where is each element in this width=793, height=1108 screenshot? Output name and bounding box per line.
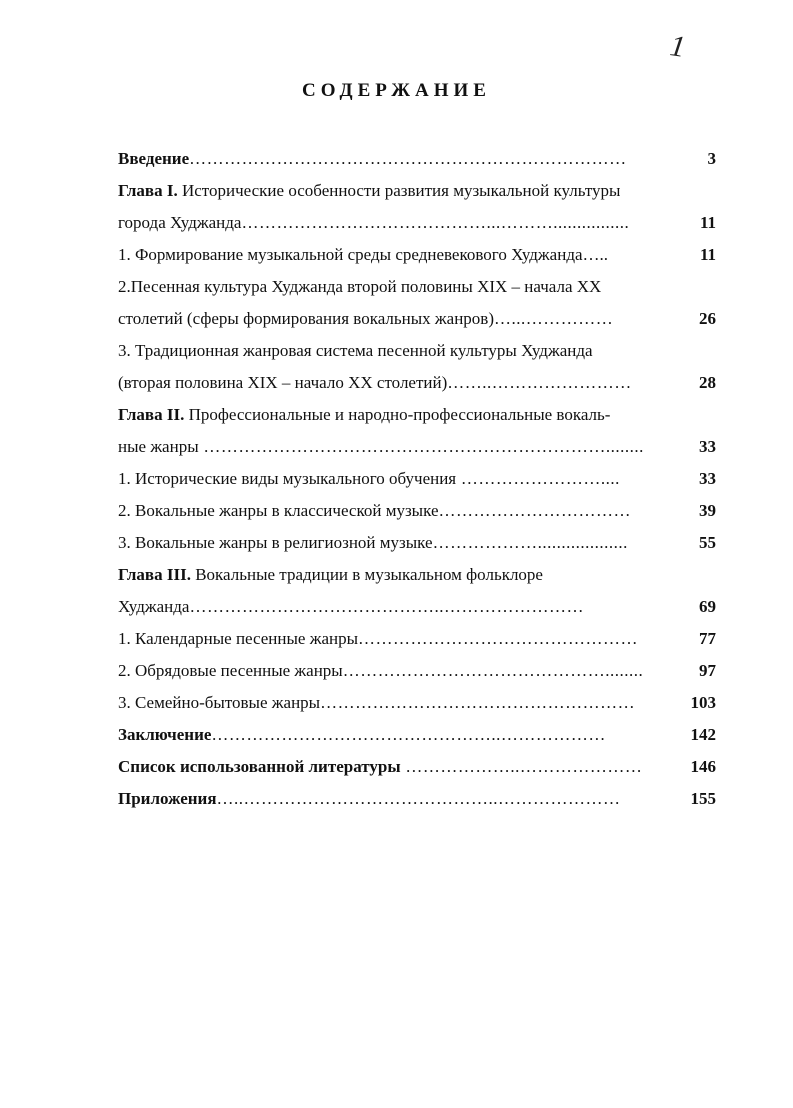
toc-page-number: 97 bbox=[699, 661, 716, 680]
toc-label: 2. Обрядовые песенные жанры bbox=[118, 661, 343, 680]
toc-entry-ch1-section-3[interactable] bbox=[118, 372, 728, 404]
toc-leader: …………………….... bbox=[456, 469, 620, 488]
toc-page-number: 39 bbox=[699, 501, 716, 520]
toc-entry-chapter-3[interactable] bbox=[118, 596, 728, 628]
toc-entry-chapter-1-title[interactable] bbox=[118, 180, 728, 212]
toc-label: Приложения bbox=[118, 789, 217, 808]
toc-leader: …………………………………………..……………… bbox=[211, 725, 606, 744]
toc-page-number: 155 bbox=[690, 789, 716, 808]
toc-entry-appendix[interactable] bbox=[118, 788, 728, 820]
chapter-title-cont: ные жанры bbox=[118, 437, 199, 456]
handwritten-page-number: 1 bbox=[667, 29, 688, 64]
toc-page-number: 69 bbox=[699, 597, 716, 616]
toc-leader: ………………………………………........ bbox=[342, 661, 644, 680]
toc-leader: …...…………… bbox=[494, 309, 614, 328]
toc-entry-chapter-3-title[interactable] bbox=[118, 564, 728, 596]
toc-label: 2.Песенная культура Худжанда второй половины XIX – начала XX bbox=[118, 277, 602, 296]
toc-page-number: 77 bbox=[699, 629, 716, 648]
toc-leader: ……………………………………..…………………… bbox=[189, 597, 584, 616]
toc-entry-ch1-section-2-title[interactable] bbox=[118, 276, 728, 308]
toc-entry-chapter-2-title[interactable] bbox=[118, 404, 728, 436]
toc-entry-ch2-section-1[interactable] bbox=[118, 468, 728, 500]
toc-entry-chapter-1[interactable] bbox=[118, 212, 728, 244]
chapter-title-cont: города Худжанда bbox=[118, 213, 242, 232]
chapter-title: Профессиональные и народно-профессиональные вокаль- bbox=[184, 405, 611, 424]
toc-label-cont: (вторая половина XIX – начало XX столетий) bbox=[118, 373, 448, 392]
toc-entry-chapter-2[interactable] bbox=[118, 436, 728, 468]
toc-entry-conclusion[interactable] bbox=[118, 724, 728, 756]
toc-label: Введение bbox=[118, 149, 190, 168]
toc-page-number: 55 bbox=[699, 533, 716, 552]
toc-leader: ………………………………………… bbox=[358, 629, 639, 648]
toc-leader: ……………………………………………… bbox=[320, 693, 636, 712]
toc-entry-ch3-section-1[interactable] bbox=[118, 628, 728, 660]
toc-label-cont: столетий (сферы формирования вокальных жанров) bbox=[118, 309, 494, 328]
toc-entry-ch1-section-2[interactable] bbox=[118, 308, 728, 340]
toc-label: 3. Семейно-бытовые жанры bbox=[118, 693, 321, 712]
table-of-contents bbox=[118, 148, 728, 820]
toc-page-number: 3 bbox=[707, 149, 716, 168]
toc-entry-ch2-section-3[interactable] bbox=[118, 532, 728, 564]
toc-page-number: 146 bbox=[690, 757, 716, 776]
toc-entry-intro[interactable] bbox=[118, 148, 728, 180]
chapter-prefix: Глава III. bbox=[118, 565, 191, 584]
chapter-title-cont: Худжанда bbox=[118, 597, 190, 616]
toc-leader: ……………………………………...………................ bbox=[241, 213, 630, 232]
toc-entry-ch3-section-2[interactable] bbox=[118, 660, 728, 692]
toc-page-number: 33 bbox=[699, 469, 716, 488]
toc-entry-ch2-section-2[interactable] bbox=[118, 500, 728, 532]
toc-leader: ………………………………………………………………… bbox=[189, 149, 627, 168]
chapter-title: Вокальные традиции в музыкальном фольклоре bbox=[190, 565, 543, 584]
toc-entry-ch3-section-3[interactable] bbox=[118, 692, 728, 724]
toc-label: 3. Вокальные жанры в религиозной музыке bbox=[118, 533, 433, 552]
chapter-prefix: Глава I. bbox=[118, 181, 178, 200]
toc-page-number: 11 bbox=[699, 213, 716, 232]
toc-label: Список использованной литературы bbox=[118, 757, 401, 776]
toc-page-number: 26 bbox=[699, 309, 716, 328]
chapter-prefix: Глава II. bbox=[118, 405, 185, 424]
chapter-title: Исторические особенности развития музыкальной культуры bbox=[177, 181, 621, 200]
toc-page-number: 28 bbox=[699, 373, 716, 392]
toc-leader: …………………………… bbox=[438, 501, 631, 520]
toc-page-number: 142 bbox=[690, 725, 716, 744]
toc-leader: ………………................... bbox=[432, 533, 628, 552]
toc-label: 1. Календарные песенные жанры bbox=[118, 629, 359, 648]
toc-label: 2. Вокальные жанры в классической музыке bbox=[118, 501, 439, 520]
toc-label: Заключение bbox=[118, 725, 212, 744]
toc-page-number: 11 bbox=[699, 245, 716, 264]
toc-entry-ch1-section-1[interactable] bbox=[118, 244, 728, 276]
page-title: СОДЕРЖАНИЕ bbox=[302, 80, 491, 101]
toc-label: 1. Исторические виды музыкального обучения bbox=[118, 469, 457, 488]
toc-entry-references[interactable] bbox=[118, 756, 728, 788]
toc-entry-ch1-section-3-title[interactable] bbox=[118, 340, 728, 372]
toc-page-number: 103 bbox=[690, 693, 716, 712]
toc-leader: ……..…………………… bbox=[447, 373, 632, 392]
toc-label: 3. Традиционная жанровая система песенной культуры Худжанда bbox=[118, 341, 593, 360]
toc-leader: ……………………………………………………………........ bbox=[198, 437, 644, 456]
toc-label: 1. Формирование музыкальной среды средневекового Худжанда….. bbox=[118, 245, 609, 264]
toc-leader: ………………..………………… bbox=[400, 757, 643, 776]
toc-leader: …..……………………………………..………………… bbox=[216, 789, 621, 808]
toc-page-number: 33 bbox=[699, 437, 716, 456]
